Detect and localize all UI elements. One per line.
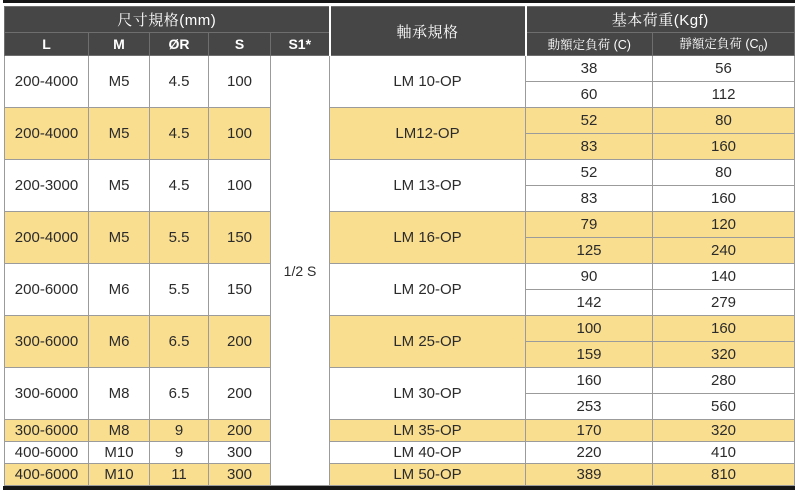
cell-dynamic-load: 83 (526, 134, 653, 160)
cell-s: 100 (209, 56, 271, 108)
cell-static-load: 80 (653, 108, 795, 134)
cell-static-load: 240 (653, 238, 795, 264)
cell-bearing: LM12-OP (330, 108, 526, 160)
cell-s: 300 (209, 464, 271, 486)
cell-s: 100 (209, 108, 271, 160)
table-row (5, 212, 795, 238)
cell-or: 4.5 (150, 108, 209, 160)
cell-m: M8 (89, 420, 150, 442)
cell-dynamic-load: 220 (526, 442, 653, 464)
cell-dynamic-load: 60 (526, 82, 653, 108)
cell-dynamic-load: 52 (526, 108, 653, 134)
cell-or: 4.5 (150, 160, 209, 212)
cell-bearing: LM 10-OP (330, 56, 526, 108)
cell-m: M5 (89, 212, 150, 264)
cell-s: 200 (209, 420, 271, 442)
cell-m: M5 (89, 108, 150, 160)
static-load-label: 靜額定負荷 (C (679, 37, 759, 52)
header-col-s1: S1* (271, 33, 330, 56)
cell-l: 200-6000 (5, 264, 89, 316)
cell-m: M10 (89, 442, 150, 464)
cell-static-load: 279 (653, 290, 795, 316)
cell-or: 5.5 (150, 264, 209, 316)
cell-static-load: 120 (653, 212, 795, 238)
cell-static-load: 160 (653, 186, 795, 212)
static-load-subscript: 0 (758, 43, 764, 54)
cell-or: 9 (150, 442, 209, 464)
header-load-group: 基本荷重(Kgf) (526, 7, 795, 33)
cell-dynamic-load: 52 (526, 160, 653, 186)
cell-dynamic-load: 125 (526, 238, 653, 264)
table-row (5, 420, 795, 442)
cell-bearing: LM 16-OP (330, 212, 526, 264)
cell-dynamic-load: 159 (526, 342, 653, 368)
header-dimension-group: 尺寸規格(mm) (5, 7, 330, 33)
cell-bearing: LM 25-OP (330, 316, 526, 368)
cell-l: 200-4000 (5, 212, 89, 264)
header-col-s: S (209, 33, 271, 56)
cell-static-load: 560 (653, 394, 795, 420)
cell-static-load: 320 (653, 420, 795, 442)
header-col-m: M (89, 33, 150, 56)
cell-bearing: LM 40-OP (330, 442, 526, 464)
cell-static-load: 320 (653, 342, 795, 368)
bearing-spec-table (4, 6, 795, 486)
table-row (5, 316, 795, 342)
cell-s: 200 (209, 316, 271, 368)
header-col-or: ØR (150, 33, 209, 56)
table-row (5, 442, 795, 464)
cell-dynamic-load: 100 (526, 316, 653, 342)
cell-or: 4.5 (150, 56, 209, 108)
cell-dynamic-load: 389 (526, 464, 653, 486)
cell-bearing: LM 20-OP (330, 264, 526, 316)
cell-m: M5 (89, 160, 150, 212)
header-col-l: L (5, 33, 89, 56)
cell-bearing: LM 50-OP (330, 464, 526, 486)
cell-m: M10 (89, 464, 150, 486)
header-dynamic-load: 動額定負荷 (C) (526, 33, 653, 56)
cell-or: 11 (150, 464, 209, 486)
table-row (5, 264, 795, 290)
cell-l: 300-6000 (5, 368, 89, 420)
cell-l: 400-6000 (5, 464, 89, 486)
cell-or: 9 (150, 420, 209, 442)
cell-s: 200 (209, 368, 271, 420)
cell-static-load: 280 (653, 368, 795, 394)
cell-dynamic-load: 170 (526, 420, 653, 442)
cell-static-load: 140 (653, 264, 795, 290)
cell-m: M6 (89, 316, 150, 368)
bottom-border-bar (3, 486, 795, 490)
cell-static-load: 410 (653, 442, 795, 464)
table-row (5, 464, 795, 486)
cell-dynamic-load: 160 (526, 368, 653, 394)
cell-l: 200-3000 (5, 160, 89, 212)
cell-dynamic-load: 79 (526, 212, 653, 238)
cell-l: 200-4000 (5, 56, 89, 108)
cell-or: 5.5 (150, 212, 209, 264)
cell-static-load: 112 (653, 82, 795, 108)
top-border-bar (3, 0, 795, 3)
table-row (5, 368, 795, 394)
cell-m: M8 (89, 368, 150, 420)
table-row (5, 56, 795, 82)
cell-dynamic-load: 38 (526, 56, 653, 82)
cell-s: 300 (209, 442, 271, 464)
header-bearing-spec: 軸承規格 (330, 7, 526, 56)
cell-static-load: 80 (653, 160, 795, 186)
cell-dynamic-load: 142 (526, 290, 653, 316)
cell-l: 300-6000 (5, 316, 89, 368)
cell-dynamic-load: 83 (526, 186, 653, 212)
header-static-load (653, 33, 795, 56)
cell-l: 300-6000 (5, 420, 89, 442)
cell-bearing: LM 35-OP (330, 420, 526, 442)
cell-dynamic-load: 253 (526, 394, 653, 420)
cell-m: M5 (89, 56, 150, 108)
cell-static-load: 56 (653, 56, 795, 82)
cell-bearing: LM 30-OP (330, 368, 526, 420)
static-load-label-end: ) (763, 37, 768, 52)
cell-s: 150 (209, 264, 271, 316)
cell-bearing: LM 13-OP (330, 160, 526, 212)
header-group-row (5, 7, 795, 33)
cell-static-load: 160 (653, 134, 795, 160)
cell-or: 6.5 (150, 368, 209, 420)
cell-static-load: 160 (653, 316, 795, 342)
cell-s1-shared: 1/2 S (271, 56, 330, 486)
cell-l: 400-6000 (5, 442, 89, 464)
cell-l: 200-4000 (5, 108, 89, 160)
cell-dynamic-load: 90 (526, 264, 653, 290)
cell-or: 6.5 (150, 316, 209, 368)
table-row (5, 160, 795, 186)
cell-s: 100 (209, 160, 271, 212)
cell-m: M6 (89, 264, 150, 316)
cell-static-load: 810 (653, 464, 795, 486)
table-row (5, 108, 795, 134)
cell-s: 150 (209, 212, 271, 264)
